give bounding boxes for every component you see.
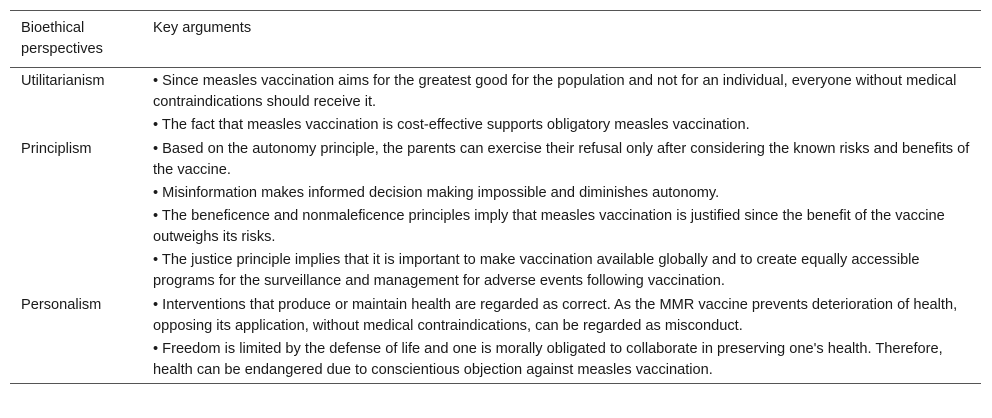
argument-item: • The justice principle implies that it is important to make vaccination available globally and to create equally accessible programs for the surveillance and management for adverse events following vaccination. (153, 252, 920, 289)
argument-item: • Misinformation makes informed decision making impossible and diminishes autonomy. (153, 185, 720, 201)
argument-item: • Since measles vaccination aims for the greatest good for the population and not for an individual, everyone without medical contraindications should receive it. (153, 73, 957, 110)
arguments-cell (142, 292, 981, 384)
arguments-cell (142, 68, 981, 137)
argument-item: • The beneficence and nonmaleficence principles imply that measles vaccination is justified since the benefit of the vaccine outweighs its risks. (153, 208, 945, 245)
table-row (10, 136, 981, 292)
bioethics-table-container (10, 10, 981, 384)
table-header (10, 11, 981, 68)
header-perspective: Bioethical perspectives (21, 20, 103, 57)
arguments-cell (142, 136, 981, 292)
argument-item: • The fact that measles vaccination is cost-effective supports obligatory measles vaccination. (153, 117, 750, 133)
table-row (10, 292, 981, 384)
perspective-cell: Principlism (21, 141, 92, 157)
perspective-cell: Utilitarianism (21, 73, 105, 89)
table-body (10, 68, 981, 384)
argument-item: • Interventions that produce or maintain health are regarded as correct. As the MMR vaccine prevents deterioration of health, opposing its application, without medical contraindications, can be regarded as misconduct. (153, 297, 958, 334)
perspective-cell: Personalism (21, 297, 102, 313)
argument-item: • Freedom is limited by the defense of life and one is morally obligated to collaborate in preserving one's health. Therefore, health can be endangered due to conscientious objection against measles vaccination. (153, 341, 943, 378)
header-row (10, 11, 981, 68)
bioethics-table (10, 10, 981, 384)
argument-item: • Based on the autonomy principle, the parents can exercise their refusal only after considering the known risks and benefits of the vaccine. (153, 141, 970, 178)
header-arguments: Key arguments (153, 20, 252, 36)
table-row (10, 68, 981, 137)
